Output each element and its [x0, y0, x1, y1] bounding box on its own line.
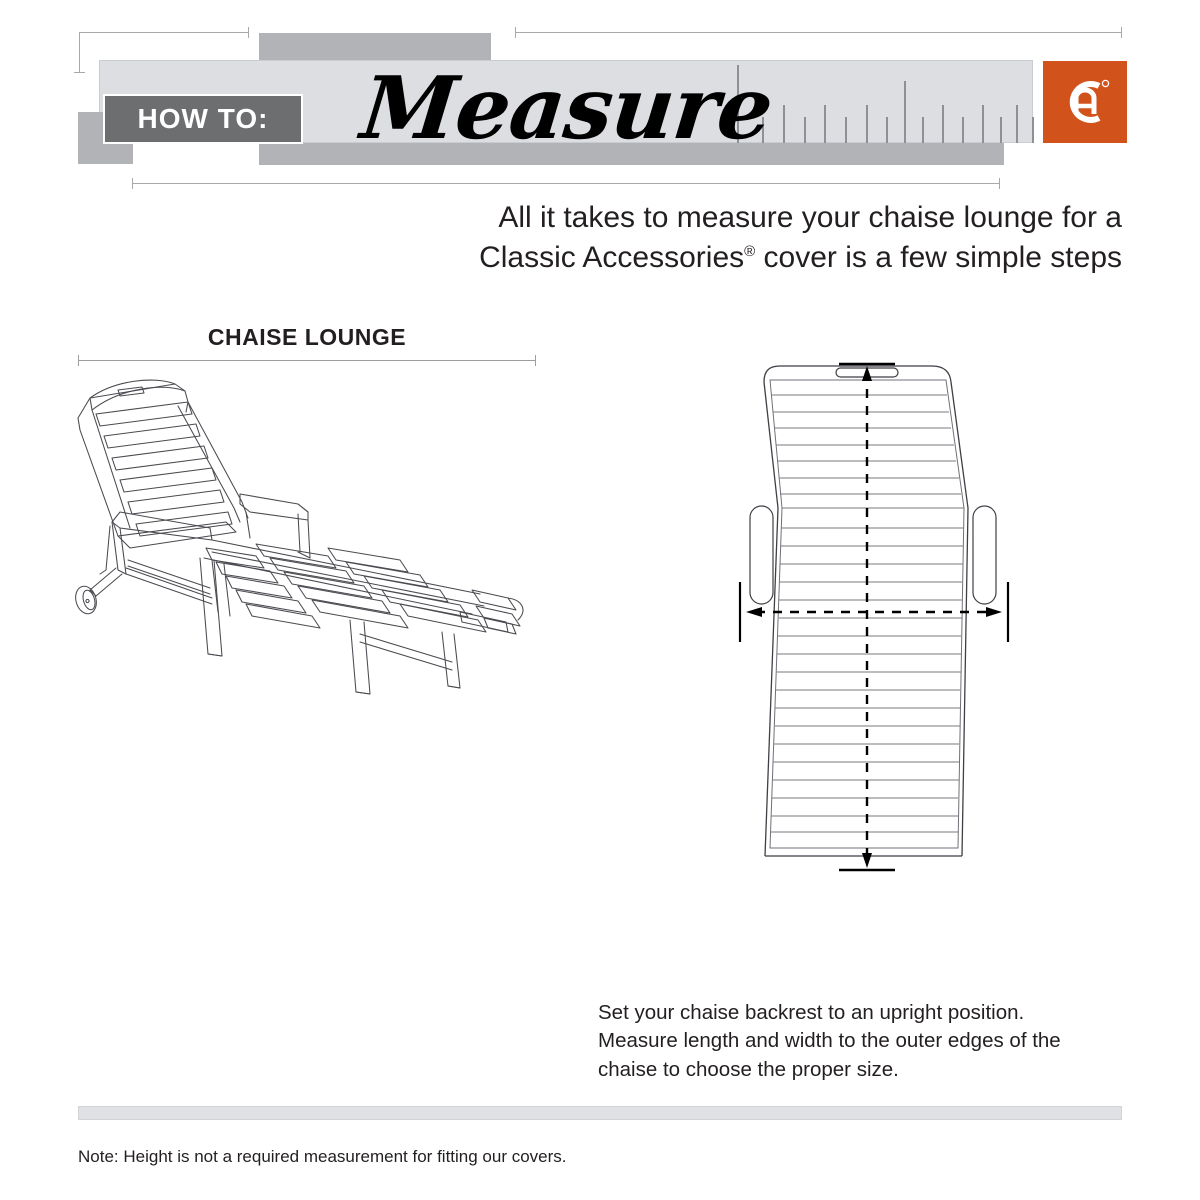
chaise-perspective-illustration [60, 362, 550, 752]
instruction-line-2: Measure length and width to the outer edges of the [598, 1029, 1061, 1053]
subtitle-line-1: All it takes to measure your chaise lounge for a [498, 201, 1122, 234]
footer-note: Note: Height is not a required measurement for fitting our covers. [78, 1147, 567, 1166]
measure-script-word: Measure [356, 58, 777, 159]
brand-logo [1043, 61, 1127, 143]
how-to-eyebrow-box [103, 94, 303, 144]
header-dimtick-left-bottom [74, 72, 85, 73]
header-dimtick-top-right-start [515, 27, 516, 38]
ruler-tick-minor [962, 117, 964, 143]
header-dimline-top-left [79, 32, 249, 33]
header-dimtick-top-left-end [248, 27, 249, 38]
ruler-tick-major [824, 105, 826, 143]
registered-mark: ® [744, 242, 756, 260]
ruler-tick-major [942, 105, 944, 143]
subtitle-line-2 [432, 238, 1122, 278]
header-dimtick-bottom-right [999, 178, 1000, 189]
footer-divider [78, 1106, 1122, 1120]
ruler-tick-major [866, 105, 868, 143]
header-dimline-left-vertical [79, 32, 80, 72]
measurement-instructions [598, 999, 1118, 1084]
header-dimline-top-right [515, 32, 1122, 33]
ruler-tick-minor [804, 117, 806, 143]
ruler-tick-minor [845, 117, 847, 143]
chaise-topview-diagram [720, 350, 1040, 910]
ruler-tick-divider [1032, 117, 1034, 143]
ruler-tick-extra [904, 81, 906, 143]
ruler-tick-minor [1000, 117, 1002, 143]
instruction-line-1: Set your chaise backrest to an upright position. [598, 1001, 1025, 1024]
subtitle-brand-name: Classic Accessories [479, 240, 745, 274]
how-to-eyebrow-label: HOW TO: [137, 103, 269, 134]
header-accent-block-top [259, 33, 491, 60]
header-dimtick-bottom-left [132, 178, 133, 189]
ruler-tick-major [783, 105, 785, 143]
ruler-tick-major [1016, 105, 1018, 143]
ruler-tick-minor [922, 117, 924, 143]
header-dimtick-top-right-end [1121, 27, 1122, 38]
header-dimline-bottom [132, 183, 1000, 184]
header-banner [0, 0, 1200, 200]
section-rule [78, 360, 536, 361]
instruction-line-3: chaise to choose the proper size. [598, 1057, 899, 1081]
subtitle-line-2-tail: cover is a few simple steps [755, 240, 1122, 274]
ruler-tick-major [982, 105, 984, 143]
ruler-tick-minor [886, 117, 888, 143]
ca-monogram-icon [1055, 72, 1115, 132]
page-subtitle [432, 198, 1122, 278]
section-title-chaise-lounge: CHAISE LOUNGE [207, 324, 407, 350]
